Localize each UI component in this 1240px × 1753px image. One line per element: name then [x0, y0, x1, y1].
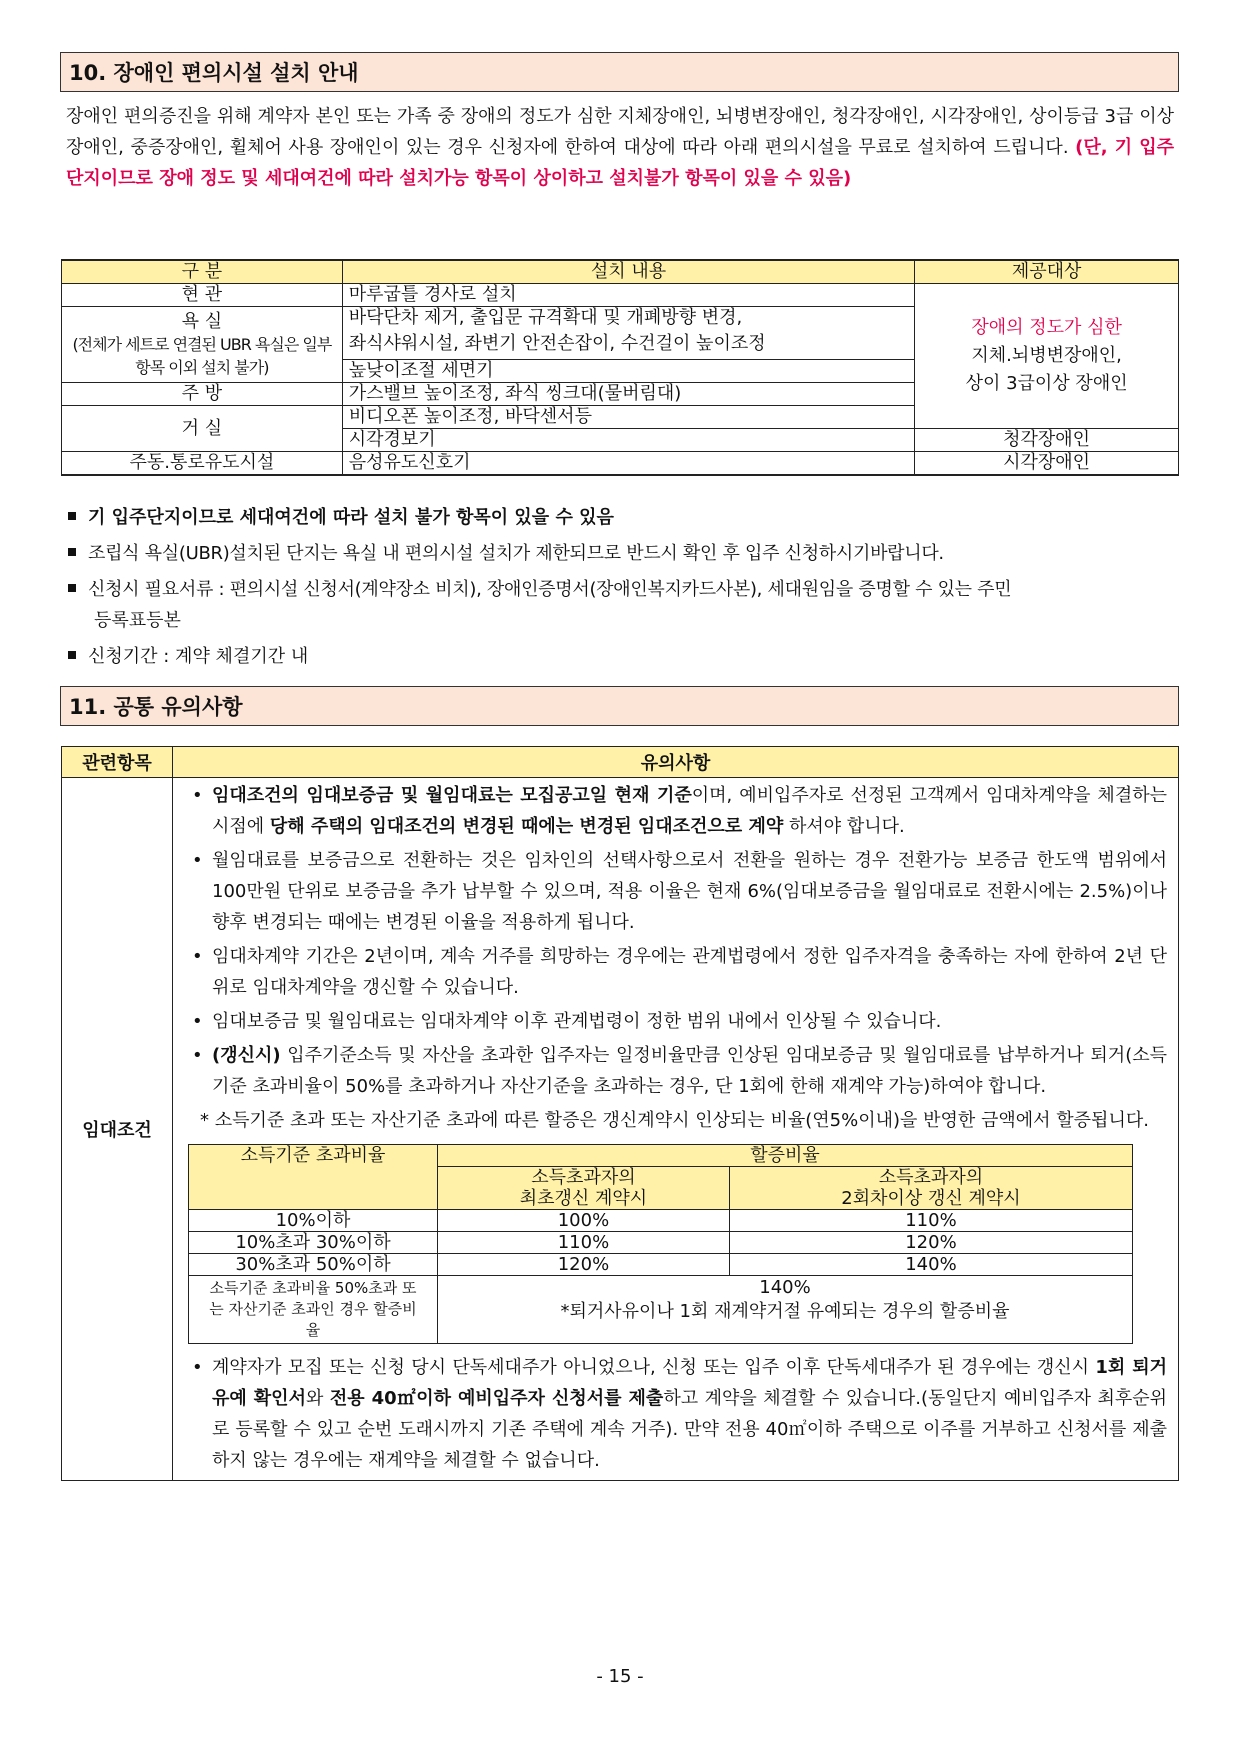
surcharge-row-last: 소득기준 초과비율 50%초과 또는 자산기준 초과인 경우 할증비율 140% *퇴거사유이나 1회 재계약거절 유예되는 경우의 할증비율: [189, 1276, 1133, 1344]
surcharge-note: * 소득기준 초과 또는 자산기준 초과에 따른 할증은 갱신계약시 인상되는 비율(연5%이내)을 반영한 금액에서 할증됩니다.: [200, 1110, 1149, 1131]
cat-bath: 욕 실 (전체가 세트로 연결된 UBR 욕실은 일부 항목 이외 설치 불가): [62, 307, 343, 383]
notice-item: • 임대조건의 임대보증금 및 월임대료는 모집공고일 현재 기준이며, 예비입주자로 선정된 고객께서 임대차계약을 체결하는 시점에 당해 주택의 임대조건의 변경된 때에는 변경된 임대조건으로 계약 하셔야 합니다.: [192, 785, 1167, 837]
th-related: 관련항목: [62, 747, 173, 778]
content-corridor: 음성유도신호기: [342, 452, 914, 476]
page-number: - 15 -: [596, 1666, 644, 1687]
content-bath-2: 좌식샤워시설, 좌변기 안전손잡이, 수건걸이 높이조정: [342, 329, 914, 360]
content-kitchen: 가스밸브 높이조정, 좌식 씽크대(물버림대): [342, 383, 914, 406]
section-10-title: 10. 장애인 편의시설 설치 안내: [60, 52, 1179, 92]
cat-kitchen: 주 방: [62, 383, 343, 406]
note-item: 기 입주단지이므로 세대여건에 따라 설치 불가 항목이 있을 수 있음: [66, 502, 1176, 533]
note-item: 조립식 욕실(UBR)설치된 단지는 욕실 내 편의시설 설치가 제한되므로 반드시 확인 후 입주 신청하시기바랍니다.: [66, 538, 1176, 569]
content-living-1: 비디오폰 높이조정, 바닥센서등: [342, 406, 914, 429]
target-main: 장애의 정도가 심한 지체.뇌병변장애인, 상이 3급이상 장애인: [915, 284, 1179, 429]
th-target: 제공대상: [915, 260, 1179, 284]
target-living-2: 청각장애인: [915, 429, 1179, 452]
content-entrance: 마루굽틀 경사로 설치: [342, 284, 914, 307]
notice-item: • 계약자가 모집 또는 신청 당시 단독세대주가 아니었으나, 신청 또는 입주 이후 단독세대주가 된 경우에는 갱신시 1회 퇴거유예 확인서와 전용 40㎡이하 예비입주자 신청서를 제출하고 계약을 체결할 수 있습니다.(동일단지 예비입주자 최후순위로 등록할 수 있고 순번 도래시까지 기존 주택에 계속 거주). 만약 전용 40㎡이하 주택으로 이주를 거부하고 신청서를 제출하지 않는 경우에는 재계약을 체결할 수 없습니다.: [192, 1357, 1167, 1471]
note-item-cont: 등록표등본: [94, 610, 181, 631]
surcharge-row: 10%초과 30%이하 110% 120%: [189, 1232, 1133, 1254]
th-notice: 유의사항: [173, 747, 1179, 778]
note-item: 신청기간 : 계약 체결기간 내: [66, 641, 1176, 672]
lease-notices: [173, 778, 1179, 1481]
surcharge-table: [188, 1144, 1133, 1344]
notice-item: • 월임대료를 보증금으로 전환하는 것은 임차인의 선택사항으로서 전환을 원하는 경우 전환가능 보증금 한도액 범위에서 100만원 단위로 보증금을 추가 납부할 수 있으며, 적용 이율은 현재 6%(임대보증금을 월임대료로 전환시에는 2.5%)이나 향후 변경되는 때에는 변경된 이율을 적용하게 됩니다.: [192, 850, 1167, 933]
surcharge-row: 30%초과 50%이하 120% 140%: [189, 1254, 1133, 1276]
notice-item: • (갱신시) 입주기준소득 및 자산을 초과한 입주자는 일정비율만큼 인상된 임대보증금 및 월임대료를 납부하거나 퇴거(소득기준 초과비율이 50%를 초과하거나 자산기준을 초과하는 경우, 단 1회에 한해 재계약 가능)하여야 합니다.: [192, 1045, 1167, 1097]
section-10-intro: 장애인 편의증진을 위해 계약자 본인 또는 가족 중 장애의 정도가 심한 지체장애인, 뇌병변장애인, 청각장애인, 시각장애인, 상이등급 3급 이상 장애인, 중증장애인, 휠체어 사용 장애인이 있는 경우 신청자에 한하여 대상에 따라 아래 편의시설을 무료로 설치하여 드립니다. (단, 기 입주단지이므로 장애 정도 및 세대여건에 따라 설치가능 항목이 상이하고 설치불가 항목이 있을 수 있음): [66, 106, 1174, 189]
facility-table: [61, 259, 1179, 476]
surcharge-row: 10%이하 100% 110%: [189, 1210, 1133, 1232]
note-item: 신청시 필요서류 : 편의시설 신청서(계약장소 비치), 장애인증명서(장애인복지카드사본), 세대원임을 증명할 수 있는 주민: [66, 574, 1176, 605]
intro-warning: (단, 기 입주단지이므로 장애 정도 및 세대여건에 따라 설치가능 항목이 상이하고 설치불가 항목이 있을 수 있음): [66, 137, 1174, 189]
th-category: 구 분: [62, 260, 343, 284]
notice-item: • 임대보증금 및 월임대료는 임대차계약 이후 관계법령이 정한 범위 내에서 인상될 수 있습니다.: [192, 1011, 942, 1032]
notice-table: [61, 746, 1179, 1481]
cat-corridor: 주동.통로유도시설: [62, 452, 343, 476]
th-surcharge-rate: 할증비율: [438, 1145, 1133, 1167]
section-11-title: 11. 공통 유의사항: [60, 686, 1179, 726]
notice-item: • 임대차계약 기간은 2년이며, 계속 거주를 희망하는 경우에는 관계법령에서 정한 입주자격을 충족하는 자에 한하여 2년 단위로 임대차계약을 갱신할 수 있습니다.: [192, 946, 1167, 998]
target-corridor: 시각장애인: [915, 452, 1179, 476]
content-bath-3: 높낮이조절 세면기: [342, 360, 914, 383]
content-living-2: 시각경보기: [342, 429, 914, 452]
th-second-renewal: 소득초과자의 2회차이상 갱신 계약시: [729, 1167, 1132, 1210]
section-10-notes: [66, 502, 1176, 672]
th-content: 설치 내용: [342, 260, 914, 284]
cat-living: 거 실: [62, 406, 343, 452]
th-income-ratio: 소득기준 초과비율: [189, 1145, 438, 1210]
content-bath-1: 바닥단차 제거, 출입문 규격확대 및 개폐방향 변경,: [342, 307, 914, 330]
cat-entrance: 현 관: [62, 284, 343, 307]
row-label-lease: 임대조건: [62, 778, 173, 1481]
th-first-renewal: 소득초과자의 최초갱신 계약시: [438, 1167, 730, 1210]
